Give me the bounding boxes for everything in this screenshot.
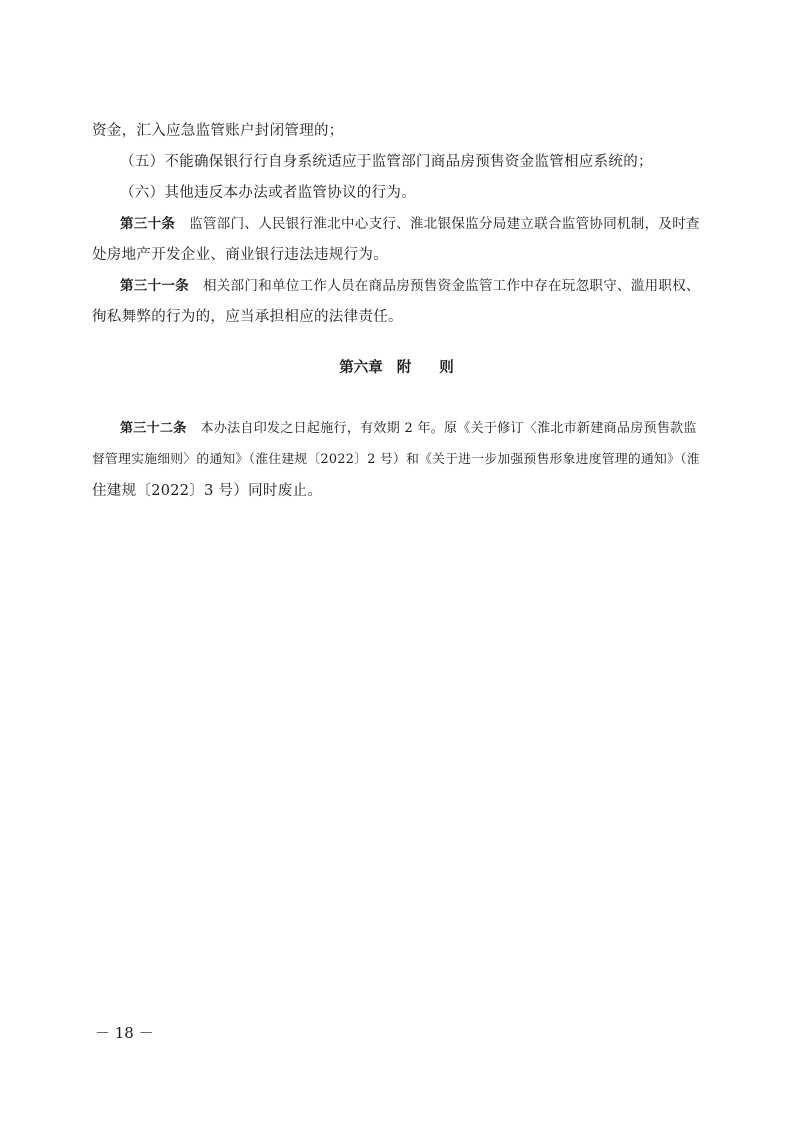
article-text: 相关部门和单位工作人员在商品房预售资金监管工作中存在玩忽职守、滥用职权、 — [203, 278, 700, 294]
article-label: 第三十一条 — [120, 278, 189, 294]
chapter-number: 第六章 — [339, 360, 383, 376]
paragraph-line: 徇私舞弊的行为的，应当承担相应的法律责任。 — [92, 309, 403, 325]
article-label: 第三十二条 — [120, 421, 187, 436]
paragraph-line: 资金，汇入应急监管账户封闭管理的； — [92, 123, 344, 139]
article-31-first-line — [120, 276, 700, 296]
paragraph-line: （六）其他违反本办法或者监管协议的行为。 — [120, 185, 416, 201]
chapter-title-char: 则 — [439, 360, 454, 376]
chapter-heading — [0, 358, 793, 378]
paragraph-line: 处房地产开发企业、商业银行违法违规行为。 — [92, 247, 388, 263]
paragraph-line: （五）不能确保银行行自身系统适应于监管部门商品房预售资金监管相应系统的； — [120, 154, 653, 170]
article-30-first-line — [120, 214, 700, 234]
paragraph-line: 督管理实施细则〉的通知》（淮住建规〔2022〕2 号）和《关于进一步加强预售形象进度管理的通知》（淮 — [92, 452, 700, 467]
article-text: 本办法自印发之日起施行，有效期 2 年。原《关于修订〈淮北市新建商品房预售款监 — [200, 421, 697, 436]
page-number: － 18 － — [95, 1024, 154, 1042]
article-text: 监管部门、人民银行淮北中心支行、淮北银保监分局建立联合监管协同机制，及时查 — [189, 216, 700, 232]
article-32-first-line — [120, 419, 697, 439]
article-label: 第三十条 — [120, 216, 176, 232]
paragraph-line: 住建规〔2022〕3 号）同时废止。 — [92, 483, 323, 499]
chapter-title-char: 附 — [396, 360, 412, 376]
